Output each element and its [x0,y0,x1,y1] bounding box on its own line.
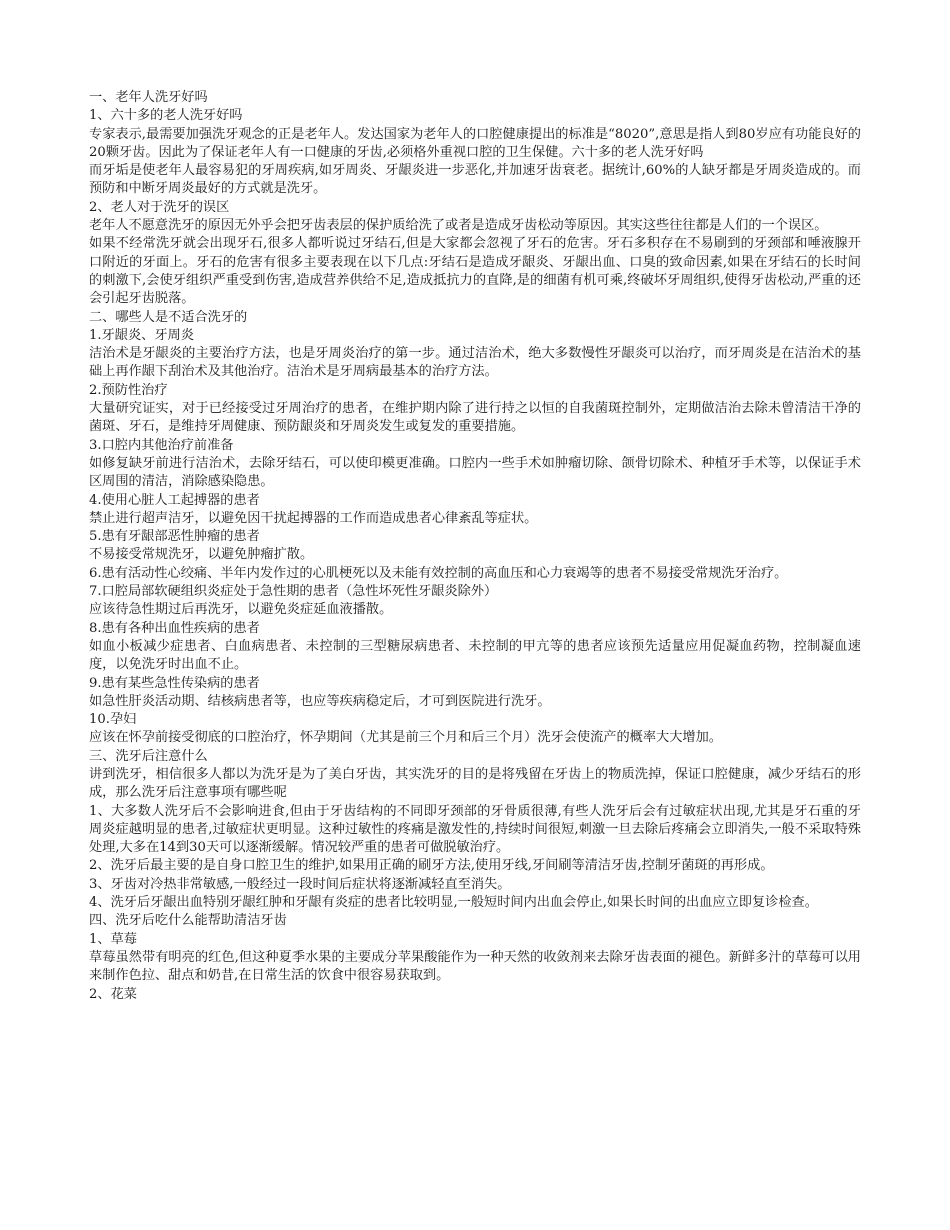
paragraph: 而牙垢是使老年人最容易犯的牙周疾病,如牙周炎、牙龈炎进一步恶化,并加速牙齿衰老。据统计,60%的人缺牙都是牙周炎造成的。而预防和中断牙周炎最好的方式就是洗牙。 [89,163,861,197]
subsection-heading: 4.使用心脏人工起搏器的患者 [89,492,260,508]
paragraph: 应该在怀孕前接受彻底的口腔治疗，怀孕期间（尤其是前三个月和后三个月）洗牙会使流产的概率大大增加。 [89,730,722,746]
subsection-heading: 2、花菜 [89,986,137,1002]
paragraph: 应该待急性期过后再洗牙，以避免炎症延血液播散。 [89,602,393,618]
subsection-heading: 2.预防性治疗 [89,382,168,398]
paragraph: 禁止进行超声洁牙，以避免因干扰起搏器的工作而造成患者心律紊乱等症状。 [89,510,538,526]
paragraph: 不易接受常规洗牙，以避免肿瘤扩散。 [89,547,314,563]
subsection-heading: 1.牙龈炎、牙周炎 [89,327,194,343]
section-heading: 四、洗牙后吃什么能帮助清洁牙齿 [89,913,287,929]
paragraph: 3、牙齿对冷热非常敏感,一般经过一段时间后症状将逐渐减轻直至消失。 [89,876,511,892]
section-heading: 二、哪些人是不适合洗牙的 [89,309,248,325]
paragraph: 1、大多数人洗牙后不会影响进食,但由于牙齿结构的不同即牙颈部的牙骨质很薄,有些人洗牙后会有过敏症状出现,尤其是牙石重的牙周炎症越明显的患者,过敏症状更明显。这种过敏性的疼痛是激发性的,持续时间很短,刺激一旦去除后疼痛会立即消失,一般不采取特殊处理,大多在14到30天可以逐渐缓解。情况较严重的患者可做脱敏治疗。 [89,803,861,856]
paragraph: 老年人不愿意洗牙的原因无外乎会把牙齿表层的保护质给洗了或者是造成牙齿松动等原因。其实这些往往都是人们的一个误区。 [89,218,828,234]
paragraph: 草莓虽然带有明亮的红色,但这种夏季水果的主要成分苹果酸能作为一种天然的收敛剂来去除牙齿表面的褪色。新鲜多汁的草莓可以用来制作色拉、甜点和奶昔,在日常生活的饮食中很容易获取到。 [89,949,861,984]
section-heading: 一、老年人洗牙好吗 [89,90,208,105]
paragraph: 2、洗牙后最主要的是自身口腔卫生的维护,如果用正确的刷牙方法,使用牙线,牙间刷等清洁牙齿,控制牙菌斑的再形成。 [89,858,774,874]
subsection-heading: 10.孕妇 [89,712,137,728]
subsection-heading: 9.患有某些急性传染病的患者 [89,675,260,691]
paragraph: 大量研究证实，对于已经接受过牙周治疗的患者，在维护期内除了进行持之以恒的自我菌斑控制外，定期做洁治去除未曾清洁干净的菌斑、牙石，是维持牙周健康、预防龈炎和牙周炎发生或复发的重要措施。 [89,401,861,435]
paragraph: 洁治术是牙龈炎的主要治疗方法，也是牙周炎治疗的第一步。通过洁治术，绝大多数慢性牙龈炎可以治疗，而牙周炎是在洁治术的基础上再作龈下刮治术及其他治疗。洁治术是牙周病最基本的治疗方法。 [89,346,861,380]
paragraph: 如血小板减少症患者、白血病患者、未控制的三型糖尿病患者、未控制的甲亢等的患者应该预先适量应用促凝血药物，控制凝血速度，以免洗牙时出血不止。 [89,638,861,673]
subsection-heading: 1、六十多的老人洗牙好吗 [89,108,243,124]
subsection-heading: 3.口腔内其他治疗前准备 [89,437,234,453]
paragraph: 如急性肝炎活动期、结核病患者等，也应等疾病稳定后，才可到医院进行洗牙。 [89,693,551,709]
section-heading: 三、洗牙后注意什么 [89,748,208,764]
paragraph: 讲到洗牙，相信很多人都以为洗牙是为了美白牙齿，其实洗牙的目的是将残留在牙齿上的物质洗掉，保证口腔健康，减少牙结石的形成，那么洗牙后注意事项有哪些呢 [89,766,861,801]
subsection-heading: 5.患有牙龈部恶性肿瘤的患者 [89,529,260,545]
paragraph: 专家表示,最需要加强洗牙观念的正是老年人。发达国家为老年人的口腔健康提出的标准是“8020”,意思是指人到80岁应有功能良好的20颗牙齿。因此为了保证老年人有一口健康的牙齿,必须格外重视口腔的卫生保健。六十多的老人洗牙好吗 [89,126,861,160]
paragraph: 如修复缺牙前进行洁治术，去除牙结石，可以使印模更准确。口腔内一些手术如肿瘤切除、颌骨切除术、种植牙手术等，以保证手术区周围的清洁，消除感染隐患。 [89,455,861,490]
paragraph: 如果不经常洗牙就会出现牙石,很多人都听说过牙结石,但是大家都会忽视了牙石的危害。牙石多积存在不易刷到的牙颈部和唾液腺开口附近的牙面上。牙石的危害有很多主要表现在以下几点:牙结石是造成牙龈炎、牙龈出血、口臭的致命因素,如果在牙结石的长时间的刺激下,会使牙组织严重受到伤害,造成营养供给不足,造成抵抗力的直降,是的细菌有机可乘,终破坏牙周组织,使得牙齿松动,严重的还会引起牙齿脱落。 [89,236,861,307]
subsection-heading: 7.口腔局部软硬组织炎症处于急性期的患者（急性坏死性牙龈炎除外） [89,584,498,600]
subsection-heading: 8.患有各种出血性疾病的患者 [89,620,260,636]
subsection-heading: 2、老人对于洗牙的误区 [89,199,230,215]
subsection-heading: 1、草莓 [89,931,137,947]
paragraph: 4、洗牙后牙龈出血特别牙龈红肿和牙龈有炎症的患者比较明显,一般短时间内出血会停止,如果长时间的出血应立即复诊检查。 [89,895,818,911]
paragraph: 6.患有活动性心绞痛、半年内发作过的心肌梗死以及未能有效控制的高血压和心力衰竭等的患者不易接受常规洗牙治疗。 [89,565,788,581]
document-page [89,89,861,1004]
